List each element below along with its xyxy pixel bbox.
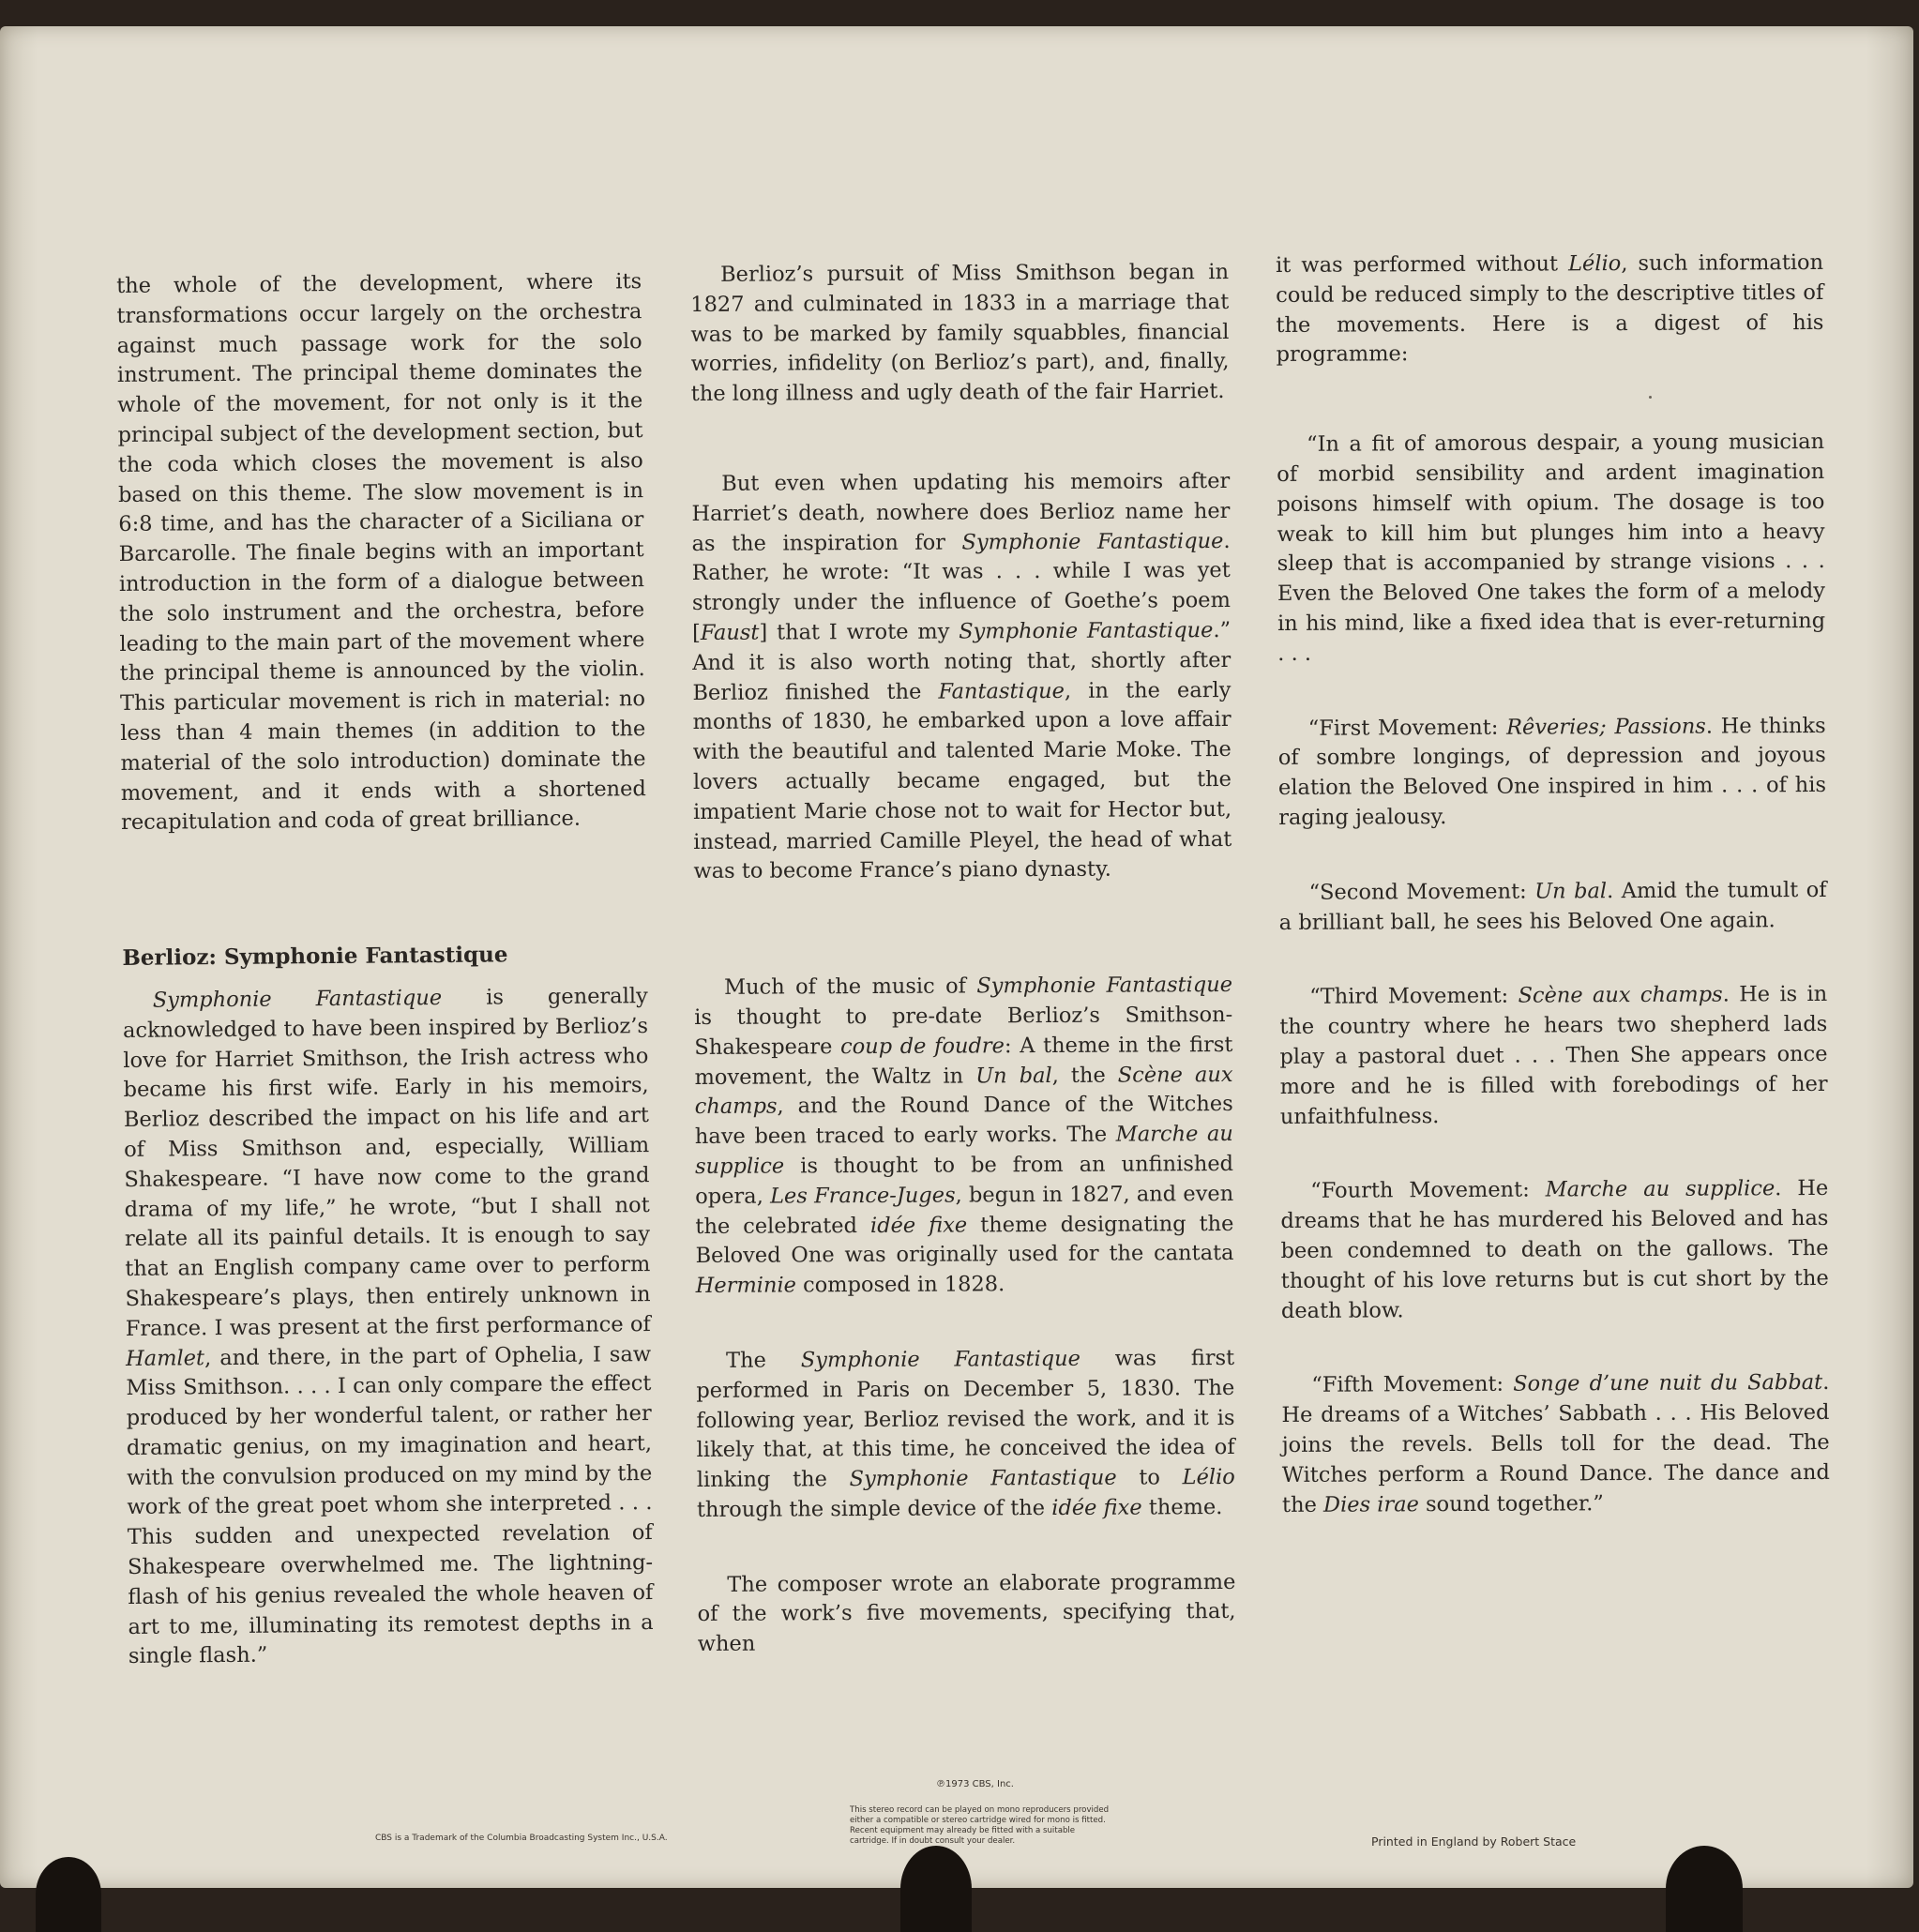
paragraph-fifth-movement: “Fifth Movement: Songe d’une nuit du Sabbat. He dreams of a Witches’ Sabbath . . . His Beloved joins the revels. Bells toll for the dead. The Witches perform a Round Dance. The dance and the Dies irae sound together.” xyxy=(1281,1370,1830,1517)
paragraph-fourth-movement: “Fourth Movement: Marche au supplice. He dreams that he has murdered his Beloved and has been condemned to death on the gallows. The thought of his love returns but is cut short by the death blow. xyxy=(1280,1176,1829,1323)
column-right xyxy=(1276,249,1830,1520)
paragraph-music: Much of the music of Symphonie Fantastique is thought to pre-date Berlioz’s Smithson-Shakespeare coup de foudre: A theme in the first movement, the Waltz in Un bal, the Scène aux champs, and the Round Dance of the Witches have been traced to early works. The Marche au supplice is thought to be from an unfinished opera, Les France-Juges, begun in 1827, and even the celebrated idée fixe theme designating the Beloved One was originally used for the cantata Herminie composed in 1828. xyxy=(694,973,1234,1299)
paragraph-second-movement: “Second Movement: Un bal. Amid the tumult of a brilliant ball, he sees his Beloved One again. xyxy=(1278,877,1827,935)
column-left xyxy=(116,267,654,1672)
paragraph-development: the whole of the development, where its transformations occur largely on the orchestra against much passage work for the solo instrument. The principal theme dominates the whole of the movement, for not only is it the principal subject of the development section, but the coda which closes the movement is also based on this theme. The slow movement is in 6:8 time, and has the character of a Siciliana or Barcarolle. The finale begins with an important introduction in the form of a dialogue between the solo instrument and the orchestra, before leading to the main part of the movement where the principal theme is announced by the violin. This particular movement is rich in material: no less than 4 main themes (in addition to the material of the solo introduction) dominate the movement, and it ends with a shortened recapitulation and coda of great brilliance. xyxy=(116,269,646,836)
paragraph-pursuit: Berlioz’s pursuit of Miss Smithson began in 1827 and culminated in 1833 in a marriage that was to be marked by family squabbles, financial worries, infidelity (on Berlioz’s part), and, finally, the long illness and ugly death of the fair Harriet. xyxy=(690,259,1230,407)
paragraph-despair: “In a fit of amorous despair, a young musician of morbid sensibility and ardent imagination poisons himself with opium. The dosage is too weak to kill him but plunges him into a heavy sleep that is accompanied by strange visions . . . Even the Beloved One takes the form of a melody in his mind, like a fixed idea that is ever-returning . . . xyxy=(1277,430,1826,666)
finger-shadow xyxy=(1666,1846,1743,1932)
paragraph-third-movement: “Third Movement: Scène aux champs. He is in the country where he hears two shepherd lads play a pastoral duet . . . Then She appears once more and he is filled with forebodings of her unfaithfulness. xyxy=(1279,982,1828,1129)
paragraph-memoirs: But even when updating his memoirs after Harriet’s death, nowhere does Berlioz name her as the inspiration for Symphonie Fantastique. Rather, he wrote: “It was . . . while I was yet strongly under the influence of Goethe’s poem [Faust] that I wrote my Symphonie Fantastique.” And it is also worth noting that, shortly after Berlioz finished the Fantastique, in the early months of 1830, he embarked upon a love affair with the beautiful and talented Marie Moke. The lovers actually became engaged, but the impatient Marie chose not to wait for Hector but, instead, married Camille Pleyel, the head of what was to become France’s piano dynasty. xyxy=(691,468,1232,884)
paragraph-lelio: it was performed without Lélio, such information could be reduced simply to the descriptive titles of the movements. Here is a digest of his programme: xyxy=(1276,249,1824,368)
trademark-note: CBS is a Trademark of the Columbia Broadcasting System Inc., U.S.A. xyxy=(375,1834,668,1843)
paragraph-programme: The composer wrote an elaborate programme of the work’s five movements, specifying that, when xyxy=(697,1569,1236,1657)
copyright-note: ℗1973 CBS, Inc. xyxy=(936,1779,1014,1789)
paragraph-first-movement: “First Movement: Rêveries; Passions. He thinks of sombre longings, of depression and joyous elation the Beloved One inspired in him . . . of his raging jealousy. xyxy=(1277,713,1827,830)
paragraph-symphonie-intro: Symphonie Fantastique is generally acknowledged to have been inspired by Berlioz’s love for Harriet Smithson, the Irish actress who became his first wife. Early in his memoirs, Berlioz described the impact on his life and art of Miss Smithson and, especially, William Shakespeare. “I have now come to the grand drama of my life,” he wrote, “but I shall not relate all its painful details. It is enough to say that an English company came over to perform Shakespeare’s plays, then entirely unknown in France. I was present at the first performance of Hamlet, and there, in the part of Ophelia, I saw Miss Smithson. . . . I can only compare the effect produced by her wonderful talent, or rather her dramatic genius, on my imagination and heart, with the convulsion produced on my mind by the work of the great poet whom she interpreted . . . This sudden and unexpected revelation of Shakespeare overwhelmed me. The lightning-flash of his genius revealed the whole heaven of art to me, illuminating its remotest depths in a single flash.” xyxy=(122,984,654,1669)
column-middle xyxy=(690,258,1236,1660)
printer-credit: Printed in England by Robert Stace xyxy=(1371,1834,1577,1849)
paragraph-premiere: The Symphonie Fantastique was first performed in Paris on December 5, 1830. The following year, Berlioz revised the work, and it is likely that, at this time, he conceived the idea of linking the Symphonie Fantastique to Lélio through the simple device of the idée fixe theme. xyxy=(696,1345,1235,1522)
finger-shadow xyxy=(36,1857,101,1932)
section-heading: Berlioz: Symphonie Fantastique xyxy=(122,942,508,972)
finger-shadow xyxy=(900,1846,972,1932)
mono-playback-note: This stereo record can be played on mono reproducers provided either a compatible or stereo cartridge wired for mono is fitted. Recent equipment may already be fitted with a suitable cartridge. If in doubt consult your dealer. xyxy=(850,1805,1110,1846)
